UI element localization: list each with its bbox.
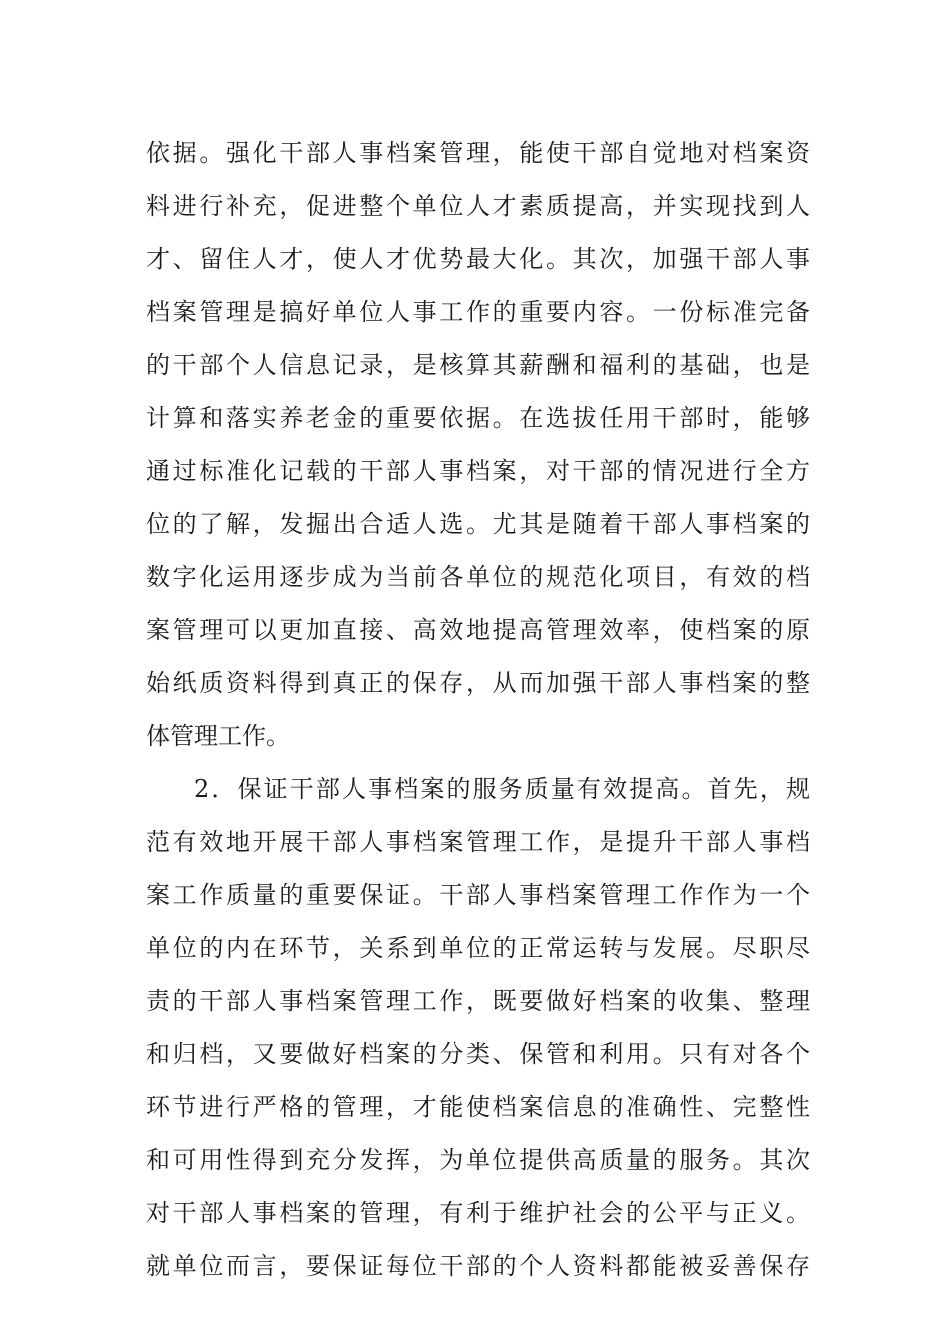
text-line: 就单位而言，要保证每位干部的个人资料都能被妥善保存 <box>146 1252 810 1280</box>
text-line: 责的干部人事档案管理工作，既要做好档案的收集、整理 <box>146 987 810 1015</box>
text-line: 案工作质量的重要保证。干部人事档案管理工作作为一个 <box>146 881 810 909</box>
text-line: 才、留住人才，使人才优势最大化。其次，加强干部人事 <box>146 245 810 273</box>
paragraph-1 <box>146 127 810 763</box>
text-line: 始纸质资料得到真正的保存，从而加强干部人事档案的整 <box>146 669 810 697</box>
text-line: 的干部个人信息记录，是核算其薪酬和福利的基础，也是 <box>146 351 810 379</box>
text-line: 对干部人事档案的管理，有利于维护社会的公平与正义。 <box>146 1199 810 1227</box>
text-line: 依据。强化干部人事档案管理，能使干部自觉地对档案资 <box>146 139 810 167</box>
text-line: 2．保证干部人事档案的服务质量有效提高。首先，规 <box>194 775 810 803</box>
paragraph-2 <box>146 763 810 1293</box>
text-line: 通过标准化记载的干部人事档案，对干部的情况进行全方 <box>146 457 810 485</box>
text-line: 案管理可以更加直接、高效地提高管理效率，使档案的原 <box>146 616 810 644</box>
text-line: 计算和落实养老金的重要依据。在选拔任用干部时，能够 <box>146 404 810 432</box>
text-line: 料进行补充，促进整个单位人才素质提高，并实现找到人 <box>146 192 810 220</box>
body-text <box>146 127 810 1293</box>
text-line: 档案管理是搞好单位人事工作的重要内容。一份标准完备 <box>146 298 810 326</box>
text-line: 范有效地开展干部人事档案管理工作，是提升干部人事档 <box>146 828 810 856</box>
text-line: 环节进行严格的管理，才能使档案信息的准确性、完整性 <box>146 1093 810 1121</box>
text-line: 位的了解，发掘出合适人选。尤其是随着干部人事档案的 <box>146 510 810 538</box>
text-line: 体管理工作。 <box>146 722 290 750</box>
text-line: 和归档，又要做好档案的分类、保管和利用。只有对各个 <box>146 1040 810 1068</box>
text-line: 数字化运用逐步成为当前各单位的规范化项目，有效的档 <box>146 563 810 591</box>
text-line: 单位的内在环节，关系到单位的正常运转与发展。尽职尽 <box>146 934 810 962</box>
text-line: 和可用性得到充分发挥，为单位提供高质量的服务。其次 <box>146 1146 810 1174</box>
